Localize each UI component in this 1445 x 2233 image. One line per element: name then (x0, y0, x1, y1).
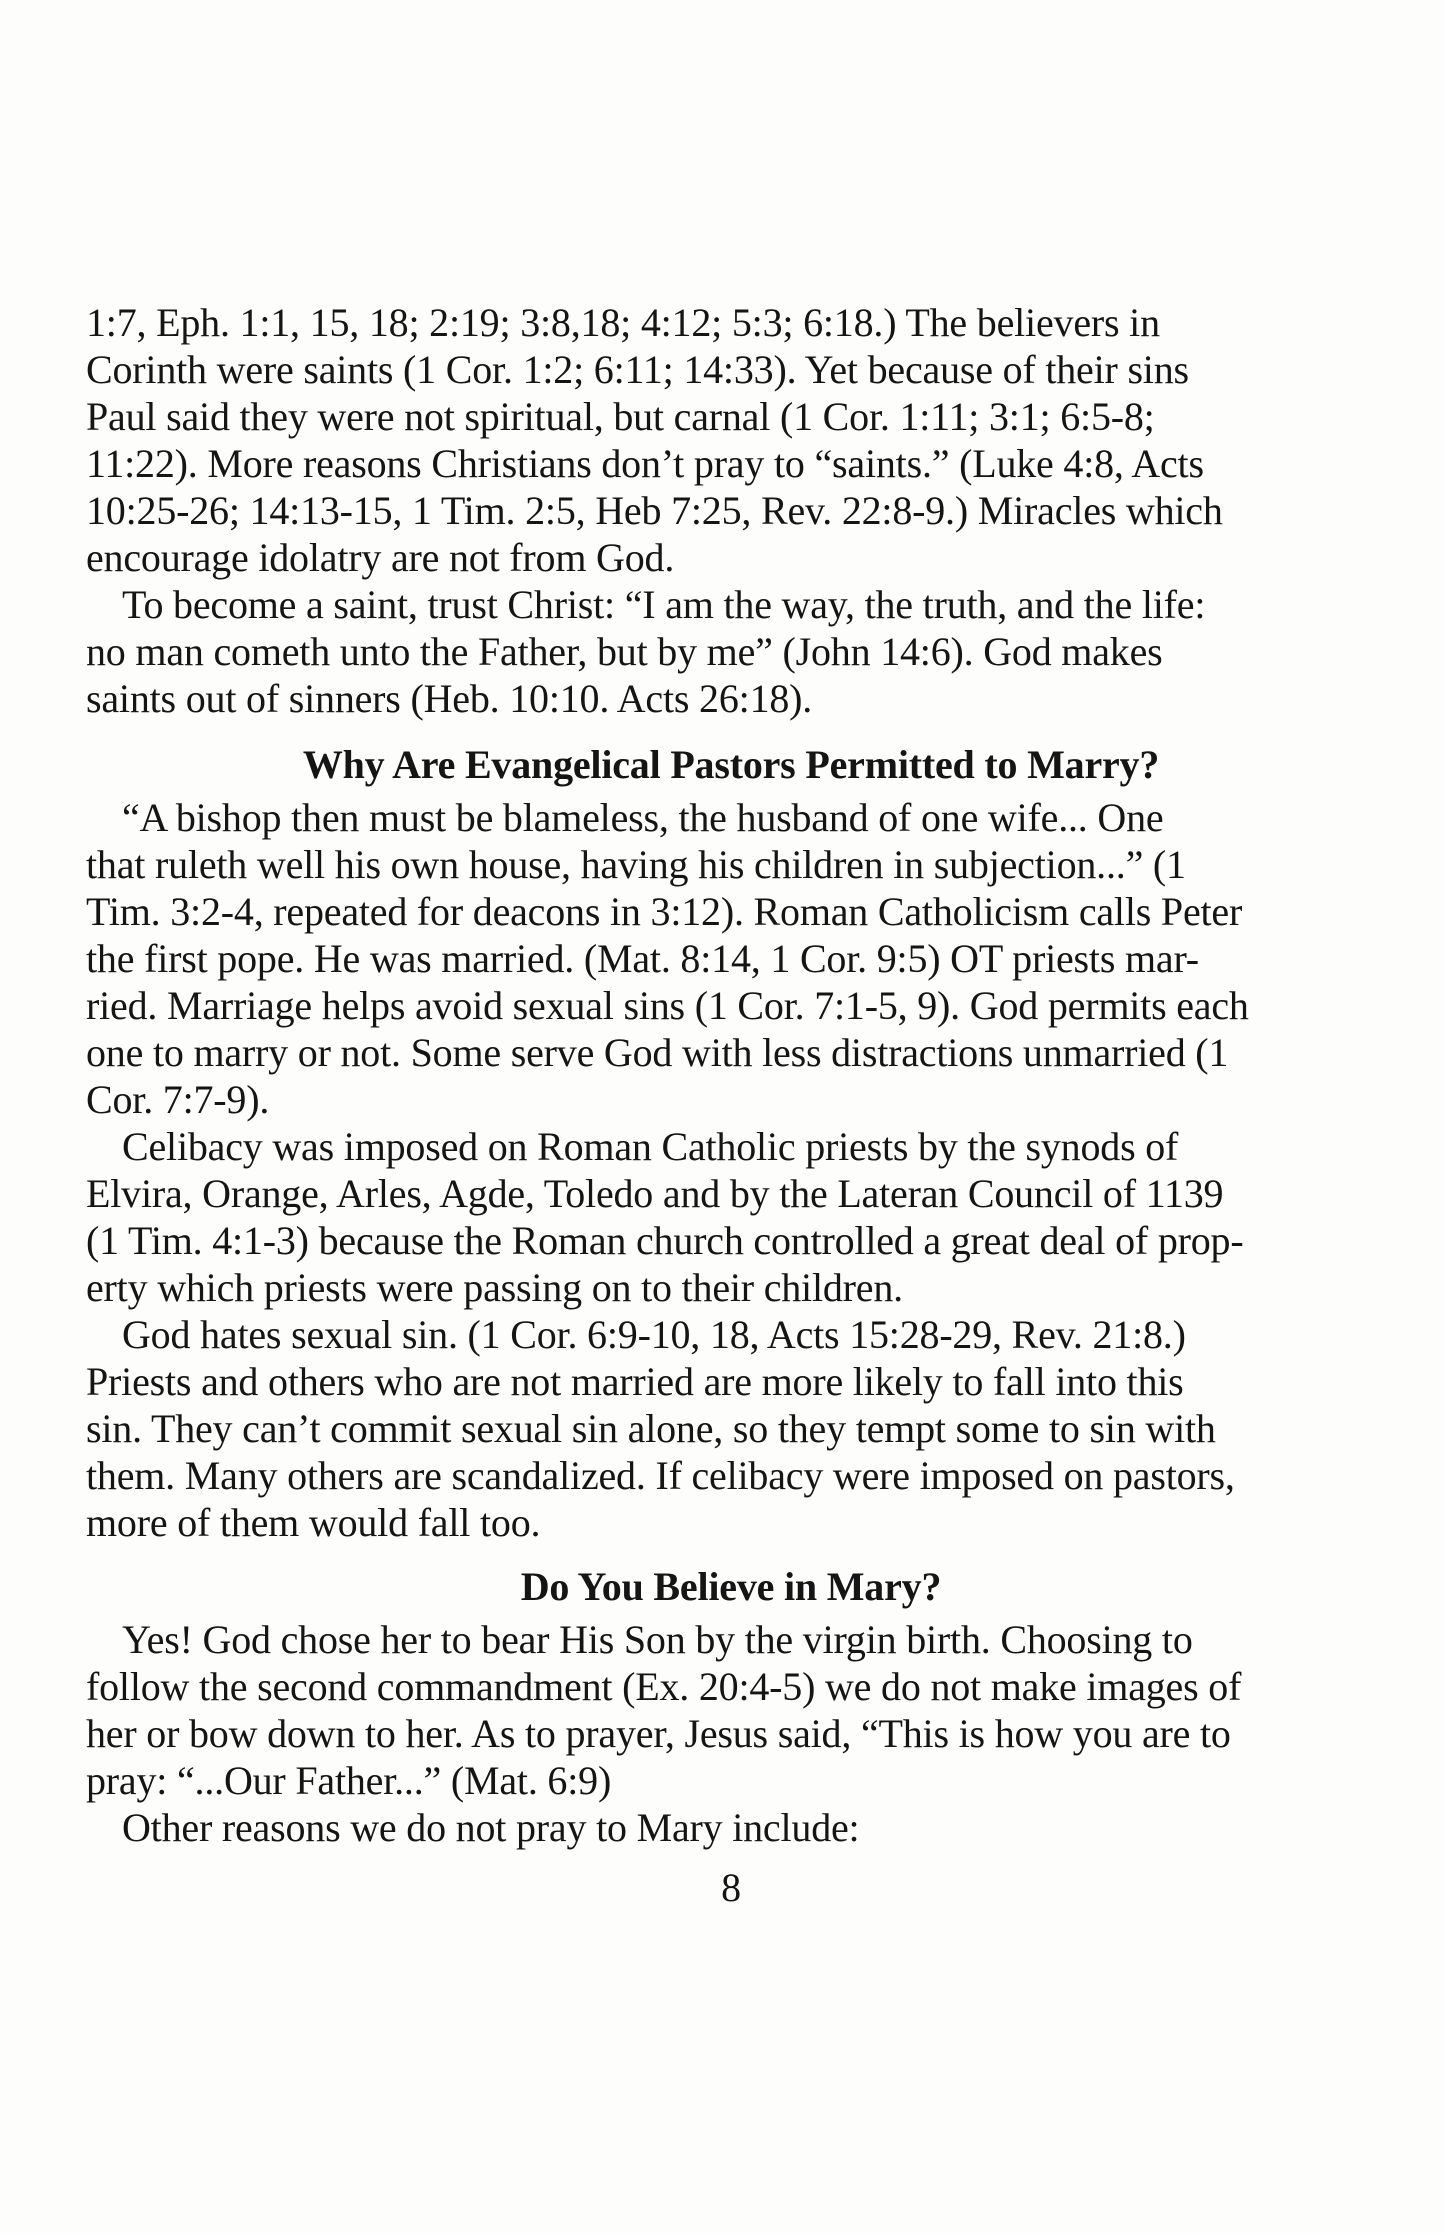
body-line: Yes! God chose her to bear His Son by the virgin birth. Choosing to (122, 1617, 1193, 1662)
body-line: Paul said they were not spiritual, but carnal (1 Cor. 1:11; 3:1; 6:5-8; (86, 394, 1155, 439)
body-line: them. Many others are scandalized. If celibacy were imposed on pastors, (86, 1453, 1235, 1498)
body-line: erty which priests were passing on to their children. (86, 1265, 903, 1310)
body-line: the first pope. He was married. (Mat. 8:14, 1 Cor. 9:5) OT priests mar- (86, 936, 1199, 981)
body-line: 11:22). More reasons Christians don’t pray to “saints.” (Luke 4:8, Acts (86, 441, 1204, 486)
body-line: sin. They can’t commit sexual sin alone, so they tempt some to sin with (86, 1406, 1216, 1451)
body-line: 1:7, Eph. 1:1, 15, 18; 2:19; 3:8,18; 4:12; 5:3; 6:18.) The believers in (86, 300, 1160, 345)
body-line: Priests and others who are not married are more likely to fall into this (86, 1359, 1184, 1404)
body-line: God hates sexual sin. (1 Cor. 6:9-10, 18, Acts 15:28-29, Rev. 21:8.) (122, 1312, 1186, 1357)
body-line: ried. Marriage helps avoid sexual sins (1 Cor. 7:1-5, 9). God permits each (86, 983, 1249, 1028)
body-line: 10:25-26; 14:13-15, 1 Tim. 2:5, Heb 7:25, Rev. 22:8-9.) Miracles which (86, 488, 1223, 533)
body-line: “A bishop then must be blameless, the husband of one wife... One (122, 795, 1164, 840)
page-number: 8 (721, 1865, 741, 1910)
body-line: more of them would fall too. (86, 1500, 541, 1545)
body-line: pray: “...Our Father...” (Mat. 6:9) (86, 1758, 612, 1803)
body-line: Tim. 3:2-4, repeated for deacons in 3:12). Roman Catholicism calls Peter (86, 889, 1243, 934)
body-line: no man cometh unto the Father, but by me” (John 14:6). God makes (86, 629, 1163, 674)
body-line: Cor. 7:7-9). (86, 1077, 270, 1122)
text-column (86, 299, 1376, 1911)
body-line: Corinth were saints (1 Cor. 1:2; 6:11; 14:33). Yet because of their sins (86, 347, 1189, 392)
body-line: Elvira, Orange, Arles, Agde, Toledo and by the Lateran Council of 1139 (86, 1171, 1224, 1216)
body-line: Celibacy was imposed on Roman Catholic priests by the synods of (122, 1124, 1179, 1169)
body-line: saints out of sinners (Heb. 10:10. Acts 26:18). (86, 676, 813, 721)
body-line: To become a saint, trust Christ: “I am the way, the truth, and the life: (122, 582, 1206, 627)
body-line: (1 Tim. 4:1-3) because the Roman church controlled a great deal of prop- (86, 1218, 1244, 1263)
body-line: that ruleth well his own house, having his children in subjection...” (1 (86, 842, 1186, 887)
section-heading-believe-in-mary: Do You Believe in Mary? (520, 1564, 942, 1609)
body-line: Other reasons we do not pray to Mary include: (122, 1805, 860, 1850)
body-line: encourage idolatry are not from God. (86, 535, 675, 580)
body-line: follow the second commandment (Ex. 20:4-5) we do not make images of (86, 1664, 1242, 1709)
section-heading-pastors-marry: Why Are Evangelical Pastors Permitted to Marry? (302, 742, 1160, 787)
body-line: one to marry or not. Some serve God with less distractions unmarried (1 (86, 1030, 1229, 1075)
body-line: her or bow down to her. As to prayer, Jesus said, “This is how you are to (86, 1711, 1231, 1756)
